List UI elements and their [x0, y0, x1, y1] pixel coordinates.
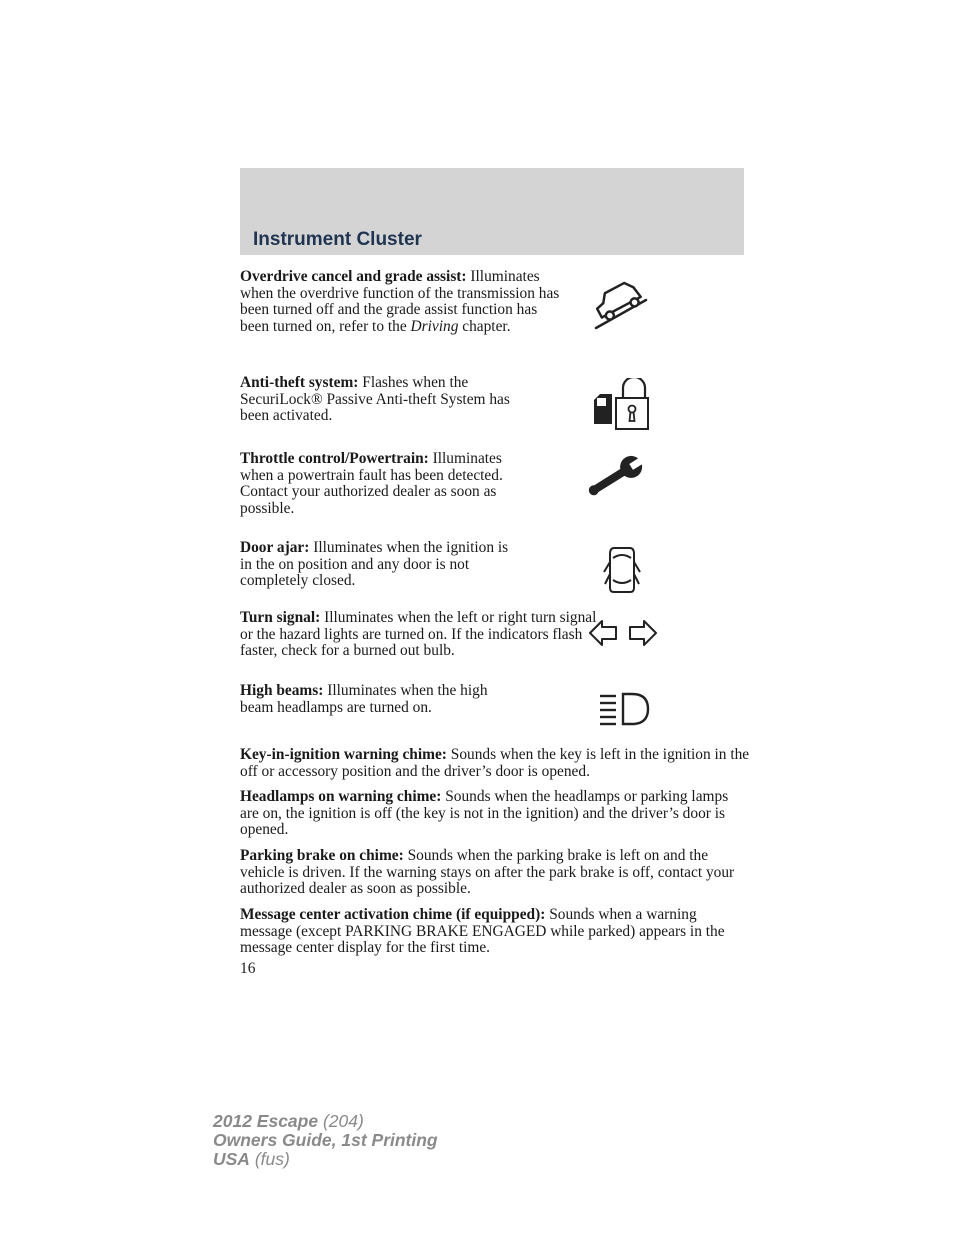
message-center-text: Sounds when a warning message (except PARKING BRAKE ENGAGED while parked) appears in the message center display for the first time. [240, 906, 725, 956]
section-title: Instrument Cluster [253, 229, 422, 250]
page-number: 16 [240, 960, 256, 977]
door-ajar-term: Door ajar: [240, 539, 310, 556]
key-in-ignition-text: Sounds when the key is left in the ignition in the off or accessory position and the driver’s door is opened. [240, 746, 750, 780]
powertrain-term: Throttle control/Powertrain: [240, 450, 429, 467]
section-header-band [240, 168, 744, 255]
footer-model: 2012 Escape [213, 1111, 319, 1131]
anti-theft-text: Flashes when the SecuriLock® Passive Anti-theft System has been activated. [240, 374, 510, 424]
footer-line-1 [213, 1112, 438, 1131]
door-ajar-description [240, 540, 510, 590]
footer-line-2 [213, 1131, 438, 1150]
turn-signal-term: Turn signal: [240, 609, 321, 626]
high-beams-term: High beams: [240, 682, 324, 699]
headlamps-on-text: Sounds when the headlamps or parking lamps are on, the ignition is off (the key is not in the ignition) and the driver’s door is opened. [240, 788, 729, 838]
turn-arrows-icon [588, 618, 658, 648]
powertrain-description [240, 451, 510, 517]
key-in-ignition-chime [240, 747, 750, 780]
turn-signal-description [240, 610, 600, 660]
high-beam-icon [598, 690, 652, 728]
headlamps-on-chime [240, 789, 750, 839]
headlamps-on-term: Headlamps on warning chime: [240, 788, 442, 805]
overdrive-indicator-description [240, 269, 570, 335]
parking-brake-text: Sounds when the parking brake is left on and the vehicle is driven. If the warning stays on after the park brake is off, contact your authorized dealer as soon as possible. [240, 847, 735, 897]
overdrive-text-end: chapter. [458, 317, 511, 335]
vehicle-padlock-icon [592, 378, 652, 432]
message-center-chime [240, 907, 750, 957]
powertrain-text: Illuminates when a powertrain fault has been detected. Contact your authorized dealer as soon as possible. [240, 450, 503, 517]
key-in-ignition-term: Key-in-ignition warning chime: [240, 746, 447, 763]
parking-brake-chime [240, 848, 750, 898]
anti-theft-term: Anti-theft system: [240, 374, 359, 391]
overdrive-text: Illuminates when the overdrive function of the transmission has been turned off and the grade assist function has been turned on, refer to the [240, 268, 560, 335]
footer-market-code: (fus) [249, 1149, 290, 1169]
car-doors-open-icon [602, 544, 642, 596]
anti-theft-description [240, 375, 510, 425]
driving-chapter-reference: Driving [410, 317, 459, 335]
footer-line-3 [213, 1150, 438, 1169]
message-center-term: Message center activation chime (if equipped): [240, 906, 546, 923]
wrench-icon [582, 453, 648, 501]
vehicle-on-incline-icon [588, 276, 650, 332]
overdrive-term: Overdrive cancel and grade assist: [240, 268, 467, 285]
high-beams-description [240, 683, 510, 716]
footer-imprint [213, 1112, 438, 1169]
parking-brake-term: Parking brake on chime: [240, 847, 404, 864]
footer-guide-title: Owners Guide, 1st Printing [213, 1130, 438, 1150]
footer-model-code: (204) [318, 1111, 364, 1131]
turn-signal-text: Illuminates when the left or right turn signal or the hazard lights are turned on. If the indicators flash faster, check for a burned out bulb. [240, 609, 597, 659]
door-ajar-text: Illuminates when the ignition is in the on position and any door is not completely closed. [240, 539, 509, 589]
footer-market: USA [213, 1149, 250, 1169]
high-beams-text: Illuminates when the high beam headlamps are turned on. [240, 682, 488, 716]
